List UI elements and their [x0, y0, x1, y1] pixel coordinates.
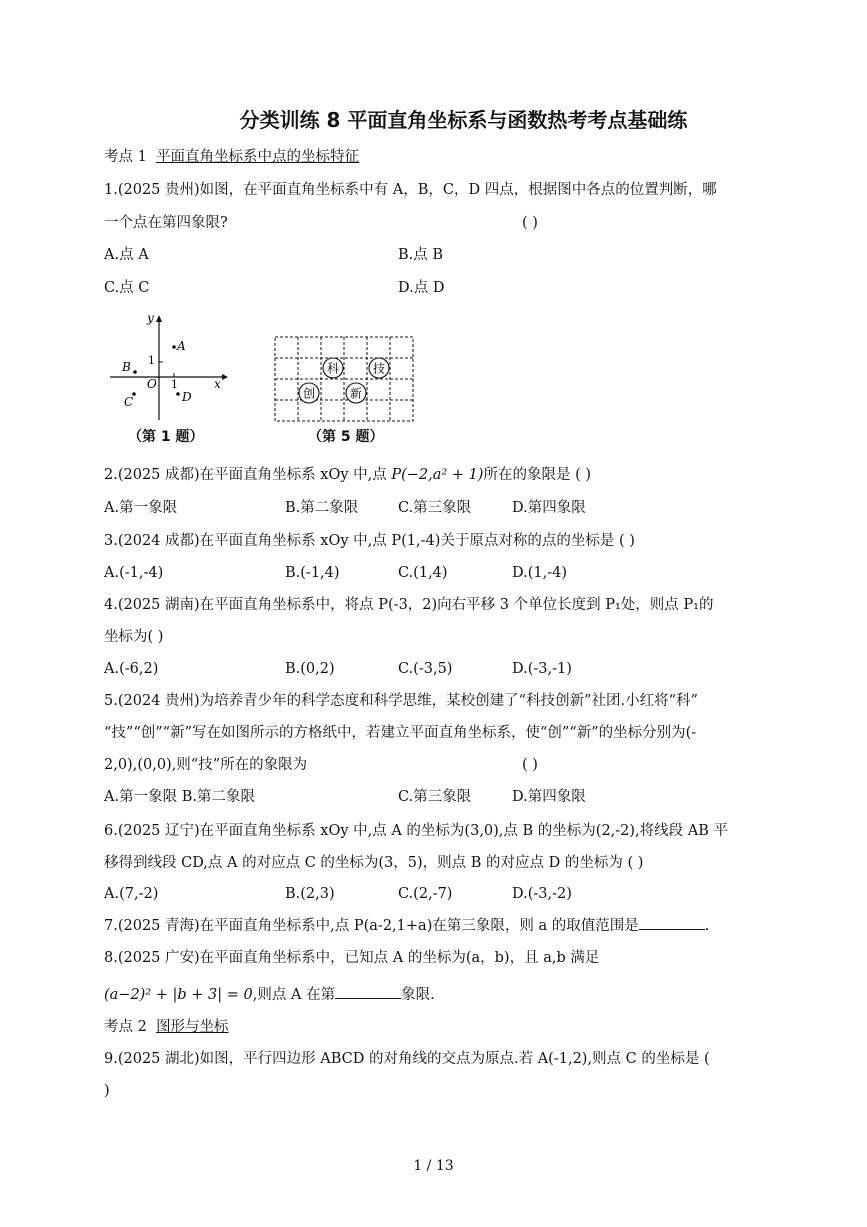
page-title: 分类训练 8 平面直角坐标系与函数热考考点基础练	[239, 108, 688, 132]
q2-option-d: D.第四象限	[512, 500, 586, 516]
q8-line-1: 8.(2025 广安)在平面直角坐标系中，已知点 A 的坐标为(a，b)，且 a,b 满足	[104, 950, 600, 966]
fig5-char-chuang: 创	[302, 386, 316, 401]
q8-post: 象限.	[401, 987, 435, 1003]
fig5-caption: （第 5 题）	[308, 429, 384, 445]
q4-line-2: 坐标为( )	[104, 629, 164, 645]
fig1-point-a	[172, 345, 176, 349]
fig1-label-c: C	[124, 395, 134, 409]
q5-line-2: “技”“创”“新”写在如图所示的方格纸中，若建立平面直角坐标系，使“创”“新”的坐标分别为(-	[104, 725, 697, 741]
q1-option-c: C.点 C	[104, 280, 150, 296]
page-number: 1 / 13	[413, 1158, 454, 1174]
section-2-label: 图形与坐标	[156, 1019, 229, 1035]
q6-line-1: 6.(2025 辽宁)在平面直角坐标系 xOy 中,点 A 的坐标为(3,0),点 B 的坐标为(2,-2),将线段 AB 平	[104, 823, 729, 839]
q1-answer-paren: ( )	[522, 215, 538, 231]
q3-option-a: A.(-1,-4)	[104, 565, 164, 581]
q4-option-d: D.(-3,-1)	[512, 661, 572, 677]
fig1-label-b: B	[122, 360, 131, 374]
q2-option-a: A.第一象限	[104, 500, 178, 516]
q2-line	[104, 465, 591, 485]
fig5-char-ji: 技	[372, 361, 386, 376]
fig1-caption: （第 1 题）	[128, 429, 204, 445]
q6-line-2: 移得到线段 CD,点 A 的对应点 C 的坐标为(3，5)，则点 B 的对应点 D 的坐标为 ( )	[104, 855, 644, 871]
q7-text: 7.(2025 青海)在平面直角坐标系中,点 P(a-2,1+a)在第三象限，则 a 的取值范围是	[104, 918, 639, 934]
q4-option-a: A.(-6,2)	[104, 661, 159, 677]
fig1-point-b	[133, 370, 137, 374]
fig1-coordinate-plane	[104, 308, 234, 426]
q7-end: .	[704, 918, 710, 934]
q1-option-b: B.点 B	[398, 247, 444, 263]
fig1-x-one: 1	[171, 378, 178, 391]
section-1-header	[104, 147, 359, 167]
q7-answer-blank[interactable]	[639, 915, 705, 930]
q8-answer-blank[interactable]	[335, 984, 401, 999]
q5-option-c: C.第三象限	[398, 789, 472, 805]
q5-option-ab: A.第一象限 B.第二象限	[104, 789, 255, 805]
q4-option-b: B.(0,2)	[285, 661, 335, 677]
q7-line	[104, 915, 709, 936]
q8-line-2	[104, 984, 435, 1005]
q2-math: P(−2,a² + 1)	[391, 467, 484, 483]
fig1-label-a: A	[177, 339, 186, 353]
q5-line-1: 5.(2024 贵州)为培养青少年的科学态度和科学思维，某校创建了“科技创新”社团.小红将“科”	[104, 693, 698, 709]
q9-line-2: )	[104, 1083, 110, 1099]
q6-option-d: D.(-3,-2)	[512, 886, 572, 902]
q2-pre: 2.(2025 成都)在平面直角坐标系 xOy 中,点	[104, 467, 392, 483]
q1-line-2: 一个点在第四象限?	[104, 215, 228, 231]
fig1-x-label: x	[214, 377, 221, 391]
fig1-x-arrow	[222, 374, 228, 380]
q5-option-d: D.第四象限	[512, 789, 586, 805]
fig1-point-d	[176, 392, 180, 396]
q9-line-1: 9.(2025 湖北)如图，平行四边形 ABCD 的对角线的交点为原点.若 A(-1,2),则点 C 的坐标是 (	[104, 1051, 710, 1067]
q4-option-c: C.(-3,5)	[398, 661, 453, 677]
section-2-header	[104, 1017, 229, 1037]
q4-line-1: 4.(2025 湖南)在平面直角坐标系中，将点 P(-3，2)向右平移 3 个单位长度到 P₁处，则点 P₁的	[104, 597, 714, 613]
q8-mid: ,则点 A 在第	[252, 987, 336, 1003]
q1-option-d: D.点 D	[398, 280, 445, 296]
q5-line-3: 2,0),(0,0),则“技”所在的象限为	[104, 757, 308, 773]
q2-option-c: C.第三象限	[398, 500, 472, 516]
q3-line: 3.(2024 成都)在平面直角坐标系 xOy 中,点 P(1,-4)关于原点对称的点的坐标是 ( )	[104, 533, 635, 549]
q5-answer-paren: ( )	[522, 757, 538, 773]
fig1-y-arrow	[156, 315, 162, 322]
section-2-number: 考点 2	[104, 1019, 147, 1035]
q8-math: (a−2)² + |b + 3| = 0	[104, 987, 253, 1003]
q2-option-b: B.第二象限	[285, 500, 359, 516]
q1-option-a: A.点 A	[104, 247, 149, 263]
q2-post: 所在的象限是 ( )	[483, 467, 592, 483]
q6-option-c: C.(2,-7)	[398, 886, 453, 902]
q3-option-c: C.(1,4)	[398, 565, 448, 581]
q3-option-d: D.(1,-4)	[512, 565, 567, 581]
fig5-char-ke: 科	[326, 361, 340, 376]
fig5-grid-paper	[272, 334, 416, 424]
fig1-y-one: 1	[148, 354, 155, 367]
section-1-label: 平面直角坐标系中点的坐标特征	[156, 149, 360, 165]
q3-option-b: B.(-1,4)	[285, 565, 340, 581]
q6-option-a: A.(7,-2)	[104, 886, 159, 902]
q6-option-b: B.(2,3)	[285, 886, 335, 902]
section-1-number: 考点 1	[104, 149, 147, 165]
fig1-origin-label: O	[147, 377, 157, 391]
fig1-label-d: D	[182, 390, 192, 404]
q1-line-1: 1.(2025 贵州)如图，在平面直角坐标系中有 A，B，C，D 四点，根据图中各点的位置判断，哪	[104, 182, 717, 198]
fig5-char-xin: 新	[349, 386, 363, 401]
fig1-y-label: y	[147, 311, 154, 325]
